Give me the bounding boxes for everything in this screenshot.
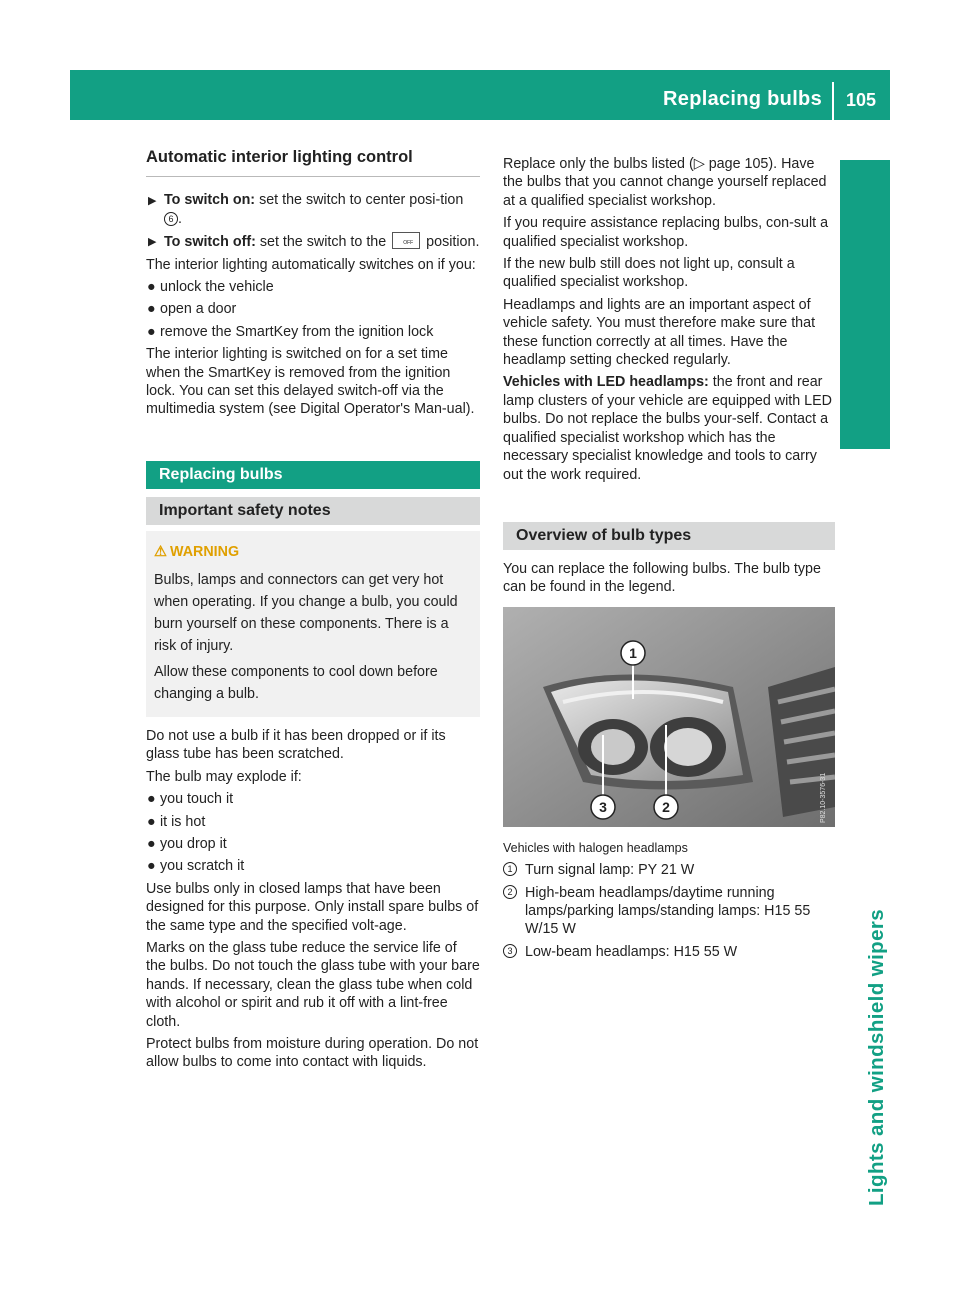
step-arrow-icon: ▶ (148, 236, 157, 249)
warning-box (146, 531, 480, 717)
left-column (146, 148, 480, 1076)
interior-light-off-icon: OFF (392, 232, 420, 249)
bullet-icon: ● (147, 791, 156, 808)
svg-text:3: 3 (599, 798, 607, 815)
right-column (503, 155, 835, 965)
callout-1 (621, 641, 645, 665)
step-label: To switch off: (164, 234, 256, 251)
warning-text: Allow these components to cool down before changing a bulb. (154, 663, 438, 702)
bullet-icon: ● (147, 813, 156, 830)
legend-item: 1 Turn signal lamp: PY 21 W (503, 861, 835, 879)
bullet-icon: ● (147, 858, 156, 875)
paragraph: The bulb may explode if: (146, 768, 302, 785)
side-tab-label: Lights and windshield wipers (865, 908, 888, 1206)
callout-2 (654, 795, 678, 819)
step-arrow-icon: ▶ (148, 195, 157, 208)
legend-number-icon: 2 (503, 885, 517, 899)
list-item: ● you touch it (147, 791, 234, 808)
step-text-2: position. (426, 234, 480, 251)
page-ref-arrow-icon: ▷ (693, 156, 705, 172)
legend-item: 2 High-beam headlamps/daytime running lamps/parking lamps/standing lamps: H15 55 W/15 W (503, 884, 835, 939)
list-item: ● it is hot (147, 813, 206, 830)
section-title: Automatic interior lighting control (146, 148, 480, 177)
callout-3 (591, 795, 615, 819)
step-switch-on: ▶ To switch on: set the switch to center posi-tion 6 . (148, 192, 464, 227)
list-item: ● remove the SmartKey from the ignition lock (147, 323, 434, 340)
paragraph: Marks on the glass tube reduce the service life of the bulbs. Do not touch the glass tube with your bare hands. If necessary, clean the glass tube when cold with alcohol or spirit and rub it off with a lint-free cloth. (146, 939, 480, 1030)
figure-caption: Vehicles with halogen headlamps (503, 840, 688, 855)
header-separator (832, 82, 834, 120)
paragraph: If the new bulb still does not light up, consult a qualified specialist workshop. (503, 256, 795, 291)
step-label: To switch on: (164, 192, 256, 209)
side-tab-block (840, 160, 890, 449)
legend-number-icon: 1 (503, 862, 517, 876)
legend-item: 3 Low-beam headlamps: H15 55 W (503, 943, 835, 961)
step-switch-off (146, 232, 480, 251)
paragraph: If you require assistance replacing bulbs, con-sult a qualified specialist workshop. (503, 215, 829, 250)
bullet-icon: ● (147, 323, 156, 340)
step-text: set the switch to center posi-tion (259, 192, 464, 209)
subsection-band-bulb-types: Overview of bulb types (503, 522, 835, 550)
step-text: set the switch to the (259, 234, 387, 251)
figure-code: P82.10-3576-31 (820, 772, 827, 823)
warning-title: ⚠ WARNING (154, 541, 472, 563)
headlamp-photo (503, 607, 835, 827)
header-title: Replacing bulbs (663, 88, 822, 110)
bullet-icon: ● (147, 279, 156, 296)
svg-text:2: 2 (662, 798, 670, 815)
paragraph: The interior lighting is switched on for a set time when the SmartKey is removed from the ignition lock. You can set this delayed switch-off via the multimedia system (see Digital Operator's Man-ual). (146, 346, 475, 418)
warning-text: Bulbs, lamps and connectors can get very hot when operating. If you change a bulb, you could burn yourself on these components. There is a risk of injury. (154, 571, 458, 654)
warning-triangle-icon: ⚠ (154, 543, 167, 560)
section-band-replacing-bulbs: Replacing bulbs (146, 461, 480, 489)
legend-number-icon: 3 (503, 944, 517, 958)
paragraph: Vehicles with LED headlamps: the front and rear lamp clusters of your vehicle are equipped with LED bulbs. Do not replace the bulbs your-self. Contact a qualified specialist workshop which has the necessary specialist knowledge and tools to carry out the work required. (503, 374, 832, 483)
subsection-band-safety: Important safety notes (146, 497, 480, 525)
paragraph: Replace only the bulbs listed (▷ page 105). Have the bulbs that you cannot change yourself replaced at a qualified specialist workshop. (503, 156, 827, 209)
paragraph: You can replace the following bulbs. The bulb type can be found in the legend. (503, 560, 821, 596)
list-item: ● unlock the vehicle (147, 279, 274, 296)
svg-text:1: 1 (629, 644, 637, 661)
paragraph: Do not use a bulb if it has been dropped or if its glass tube has been scratched. (146, 727, 446, 763)
list-item: ● you drop it (147, 835, 227, 852)
bullet-icon: ● (147, 835, 156, 852)
headlamp-illustration (503, 607, 835, 827)
list-item: ● open a door (147, 301, 237, 318)
paragraph: The interior lighting automatically switches on if you: (146, 256, 476, 273)
paragraph: Use bulbs only in closed lamps that have been designed for this purpose. Only install spare bulbs of the same type and the specified volt-age. (146, 880, 479, 934)
position-marker-icon: 6 (164, 212, 178, 226)
page-number: 105 (846, 90, 877, 110)
page-reference-link[interactable]: page 105 (708, 156, 769, 172)
list-item: ● you scratch it (147, 858, 245, 875)
bullet-icon: ● (147, 301, 156, 318)
paragraph: Protect bulbs from moisture during operation. Do not allow bulbs to come into contact with liquids. (146, 1035, 479, 1071)
paragraph: Headlamps and lights are an important aspect of vehicle safety. You must therefore make sure that these function correctly at all times. Have the headlamp setting checked regularly. (503, 296, 816, 369)
